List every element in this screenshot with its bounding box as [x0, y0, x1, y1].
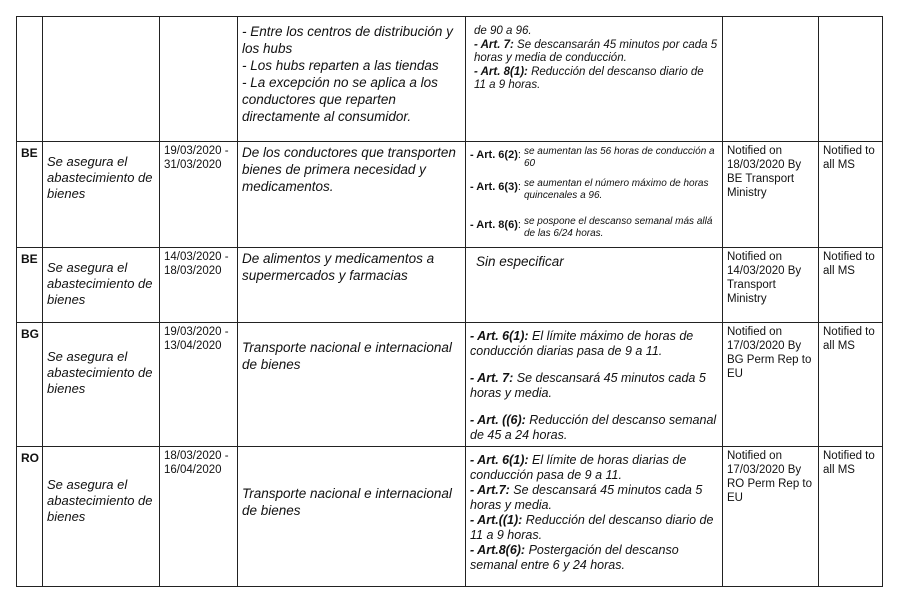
objective-cell: Se asegura el abastecimiento de bienes: [43, 447, 160, 587]
measure-item: - Art. 6(3): se aumentan el número máximo de horas quincenales a 96.: [470, 178, 709, 201]
scope-cell: De los conductores que transporten bienes de primera necesidad y medicamentos.: [238, 142, 466, 248]
measures-cell: [466, 323, 723, 447]
table-row: [17, 323, 883, 447]
measures-cell: Sin especificar: [466, 248, 723, 323]
measure-item: - Art. ((6): Reducción del descanso semanal de 45 a 24 horas.: [470, 413, 717, 442]
scope-line: - Los hubs reparten a las tiendas: [242, 58, 439, 73]
country-cell: [17, 17, 43, 142]
measure-item: - Art. 7: Se descansará 45 minutos cada 5 horas y media.: [470, 371, 706, 400]
measure-item: - Art. 7: Se descansarán 45 minutos por cada 5 horas y media de conducción.: [474, 39, 718, 64]
measure-item: - Art. 6(2): se aumentan las 56 horas de conducción a 60: [470, 146, 715, 169]
measure-item: - Art. 6(1): El límite de horas diarias de conducción pasa de 9 a 11.: [470, 453, 687, 482]
measures-cell: [466, 142, 723, 248]
measure-item: - Art.8(6): Postergación del descanso semanal entre 6 y 24 horas.: [470, 543, 679, 572]
dates-cell: 14/03/2020 - 18/03/2020: [160, 248, 238, 323]
scope-cell: Transporte nacional e internacional de bienes: [238, 323, 466, 447]
scope-cell: [238, 17, 466, 142]
notified-cell: Notified on 18/03/2020 By BE Transport Ministry: [723, 142, 819, 248]
measures-cell: [466, 17, 723, 142]
status-cell: Notified to all MS: [819, 142, 883, 248]
status-cell: Notified to all MS: [819, 447, 883, 587]
derogations-table: [16, 16, 883, 587]
dates-cell: 19/03/2020 - 13/04/2020: [160, 323, 238, 447]
measure-item: - Art. 8(1): Reducción del descanso diario de 11 a 9 horas.: [474, 66, 704, 91]
measure-item: de 90 a 96.: [474, 25, 532, 37]
objective-cell: Se asegura el abastecimiento de bienes: [43, 142, 160, 248]
table-row: [17, 142, 883, 248]
measures-cell: [466, 447, 723, 587]
notified-cell: [723, 17, 819, 142]
table-row: [17, 248, 883, 323]
notified-cell: Notified on 14/03/2020 By Transport Ministry: [723, 248, 819, 323]
scope-line: - Entre los centros de distribución y los hubs: [242, 24, 453, 56]
country-cell: BE: [17, 248, 43, 323]
scope-cell: Transporte nacional e internacional de bienes: [238, 447, 466, 587]
dates-cell: 19/03/2020 - 31/03/2020: [160, 142, 238, 248]
notified-cell: Notified on 17/03/2020 By RO Perm Rep to EU: [723, 447, 819, 587]
table-row: [17, 17, 883, 142]
country-cell: BE: [17, 142, 43, 248]
objective-cell: [43, 17, 160, 142]
country-cell: RO: [17, 447, 43, 587]
dates-cell: 18/03/2020 - 16/04/2020: [160, 447, 238, 587]
objective-cell: Se asegura el abastecimiento de bienes: [43, 323, 160, 447]
dates-cell: [160, 17, 238, 142]
country-cell: BG: [17, 323, 43, 447]
notified-cell: Notified on 17/03/2020 By BG Perm Rep to EU: [723, 323, 819, 447]
scope-line: - La excepción no se aplica a los conductores que reparten directamente al consumidor.: [242, 75, 438, 124]
status-cell: Notified to all MS: [819, 248, 883, 323]
scope-cell: De alimentos y medicamentos a supermercados y farmacias: [238, 248, 466, 323]
measure-item: - Art. 8(6): se pospone el descanso semanal más allá de las 6/24 horas.: [470, 216, 713, 239]
objective-cell: Se asegura el abastecimiento de bienes: [43, 248, 160, 323]
status-cell: [819, 17, 883, 142]
status-cell: Notified to all MS: [819, 323, 883, 447]
measure-item: - Art.((1): Reducción del descanso diario de 11 a 9 horas.: [470, 513, 714, 542]
measure-item: - Art.7: Se descansará 45 minutos cada 5 horas y media.: [470, 483, 703, 512]
measure-item: - Art. 6(1): El límite máximo de horas de conducción diarias pasa de 9 a 11.: [470, 329, 694, 358]
table-row: [17, 447, 883, 587]
